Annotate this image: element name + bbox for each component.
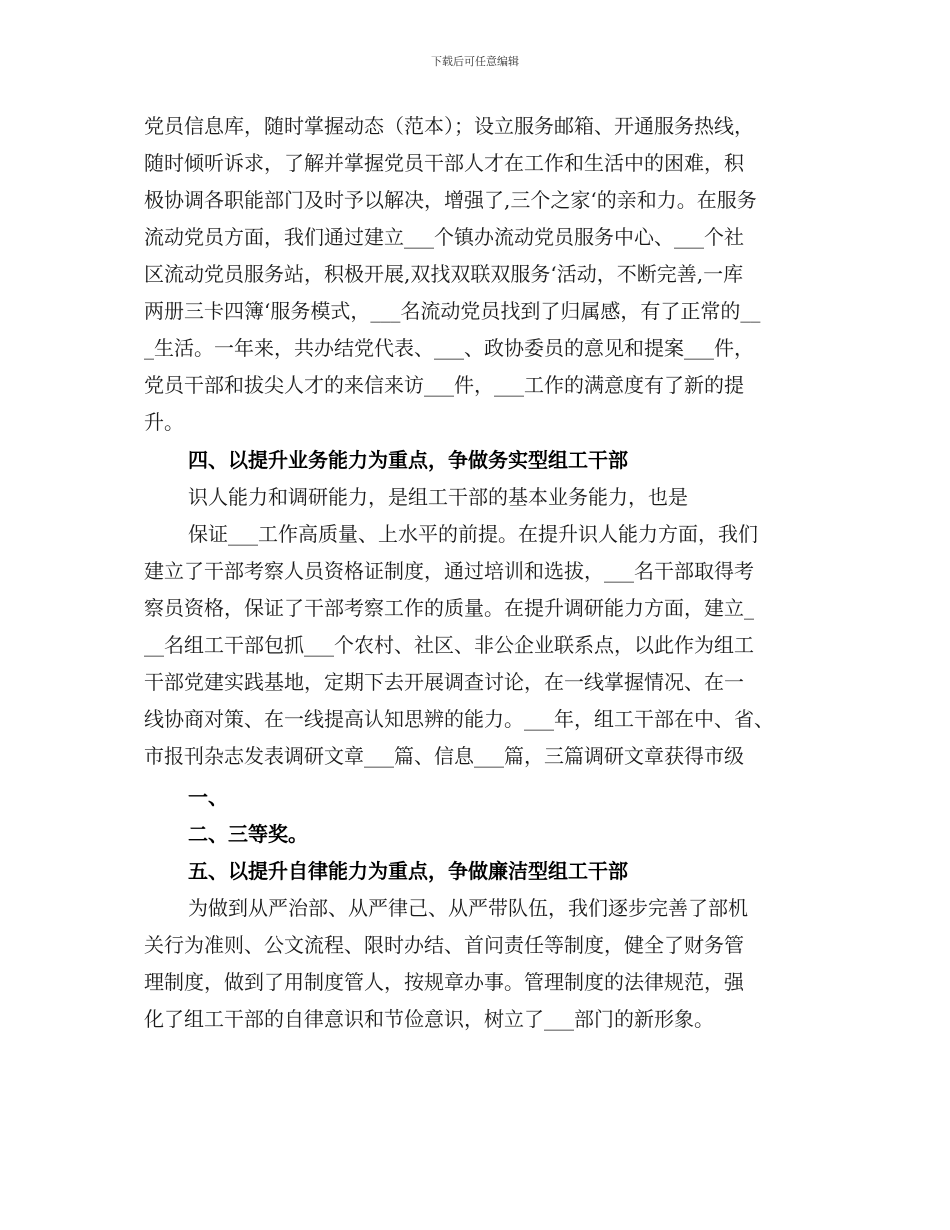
text-line: 党员信息库，随时掌握动态（范本）；设立服务邮箱、开通服务热线， xyxy=(144,114,754,138)
list-item: 二、三等奖。 xyxy=(188,822,308,846)
text-line: 线协商对策、在一线提高认知思辨的能力。___年，组工干部在中、省、 xyxy=(144,707,774,731)
list-item: 一、 xyxy=(188,785,228,809)
text-line: 保证___工作高质量、上水平的前提。在提升识人能力方面，我们 xyxy=(188,522,758,546)
text-line: _生活。一年来，共办结党代表、___、政协委员的意见和提案___件， xyxy=(144,336,754,360)
text-line: 识人能力和调研能力，是组工干部的基本业务能力，也是 xyxy=(188,485,688,509)
text-line: 为做到从严治部、从严律己、从严带队伍，我们逐步完善了部机 xyxy=(188,896,748,920)
text-line: 两册三卡四簿‘服务模式，___名流动党员找到了归属感，有了正常的__ xyxy=(144,299,761,323)
section-heading-5: 五、以提升自律能力为重点，争做廉洁型组工干部 xyxy=(188,859,628,883)
text-line: 理制度，做到了用制度管人，按规章办事。管理制度的法律规范，强 xyxy=(144,970,744,994)
text-line: 随时倾听诉求，了解并掌握党员干部人才在工作和生活中的困难，积 xyxy=(144,151,744,175)
text-line: 区流动党员服务站，积极开展,双找双联双服务‘活动，不断完善,一库 xyxy=(144,262,744,286)
text-line: 党员干部和拔尖人才的来信来访___件，___工作的满意度有了新的提 xyxy=(144,373,744,397)
text-line: 极协调各职能部门及时予以解决，增强了,三个之家‘的亲和力。在服务 xyxy=(144,188,757,212)
section-heading-4: 四、以提升业务能力为重点，争做务实型组工干部 xyxy=(188,448,628,472)
text-line: 市报刊杂志发表调研文章___篇、信息___篇，三篇调研文章获得市级 xyxy=(144,744,744,768)
text-line: 化了组工干部的自律意识和节俭意识，树立了___部门的新形象。 xyxy=(144,1007,714,1031)
text-line: 升。 xyxy=(144,410,184,434)
text-line: 建立了干部考察人员资格证制度，通过培训和选拔，___名干部取得考 xyxy=(144,559,754,583)
text-line: __名组工干部包抓___个农村、社区、非公企业联系点，以此作为组工 xyxy=(144,633,754,657)
text-line: 流动党员方面，我们通过建立___个镇办流动党员服务中心、___个社 xyxy=(144,225,744,249)
page-header: 下载后可任意编辑 xyxy=(431,55,519,68)
text-line: 关行为准则、公文流程、限时办结、首问责任等制度，健全了财务管 xyxy=(144,933,744,957)
text-line: 察员资格，保证了干部考察工作的质量。在提升调研能力方面，建立_ xyxy=(144,596,754,620)
text-line: 干部党建实践基地，定期下去开展调查讨论，在一线掌握情况、在一 xyxy=(144,670,744,694)
